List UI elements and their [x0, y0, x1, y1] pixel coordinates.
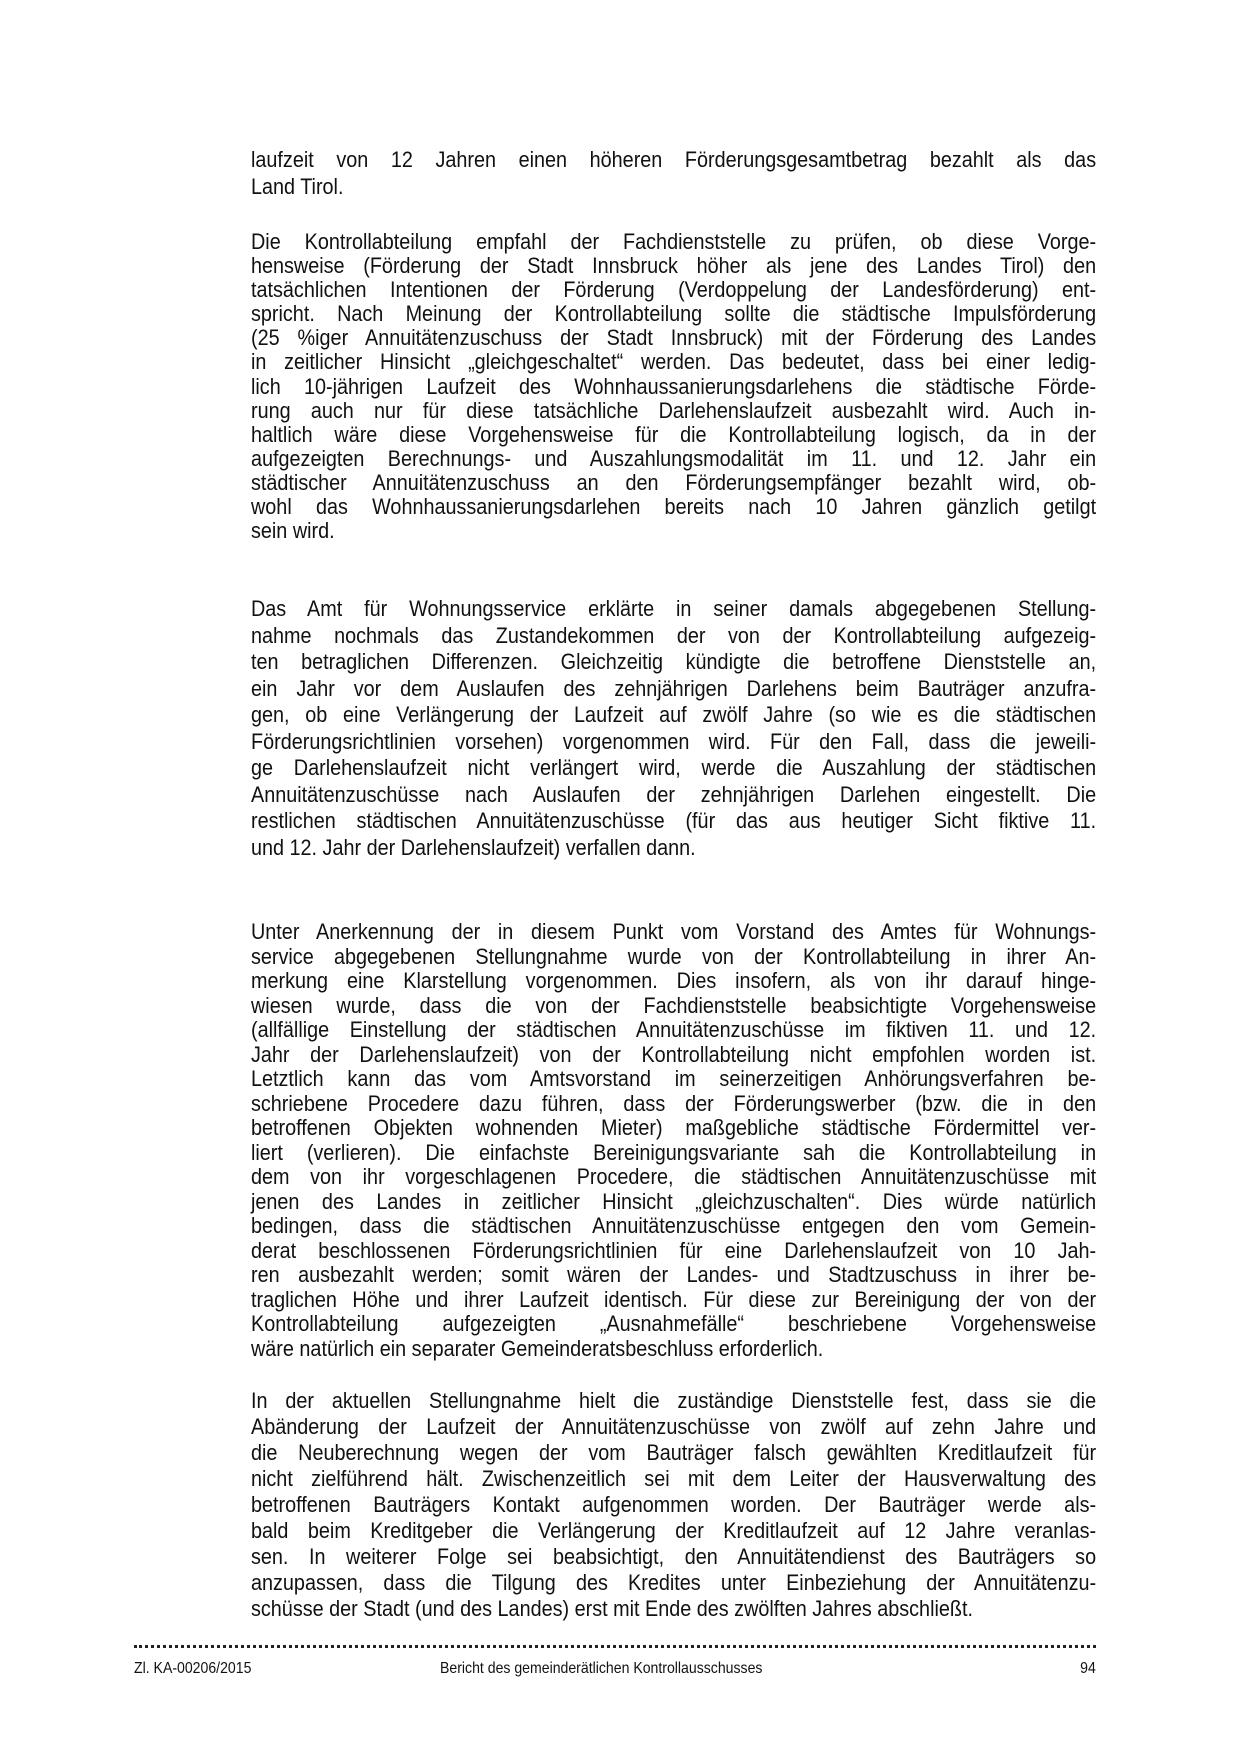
text-line: Die Kontrollabteilung empfahl der Fachdienststelle zu prüfen, ob diese Vorge- [251, 229, 1097, 254]
text-line: merkung eine Klarstellung vorgenommen. Dies insofern, als von ihr darauf hinge- [251, 968, 1097, 993]
text-line: Land Tirol. [251, 174, 344, 199]
text-line: Unter Anerkennung der in diesem Punkt vom Vorstand des Amtes für Wohnungs- [251, 919, 1097, 944]
paragraph-3 [251, 596, 1096, 861]
text-line: betroffenen Bauträgers Kontakt aufgenommen worden. Der Bauträger werde als- [251, 1492, 1097, 1517]
footer-title: Bericht des gemeinderätlichen Kontrollausschusses [440, 1660, 763, 1677]
text-line: schriebene Procedere dazu führen, dass der Förderungswerber (bzw. die in den [251, 1090, 1097, 1116]
text-line: jenen des Landes in zeitlicher Hinsicht „gleichzuschalten“. Dies würde natürlich [251, 1188, 1097, 1214]
text-line: wohl das Wohnhaussanierungsdarlehen bereits nach 10 Jahren gänzlich getilgt [251, 494, 1097, 520]
text-line: ten betraglichen Differenzen. Gleichzeitig kündigte die betroffene Dienststelle an, [251, 649, 1097, 674]
text-line: restlichen städtischen Annuitätenzuschüsse (für das aus heutiger Sicht fiktive 11. [251, 808, 1097, 833]
text-line: Förderungsrichtlinien vorsehen) vorgenommen wird. Für den Fall, dass die jeweili- [251, 728, 1097, 754]
text-line: wiesen wurde, dass die von der Fachdienststelle beabsichtigte Vorgehensweise [251, 992, 1097, 1018]
text-line: ein Jahr vor dem Auslaufen des zehnjährigen Darlehens beim Bauträger anzufra- [251, 675, 1097, 701]
text-line: spricht. Nach Meinung der Kontrollabteilung sollte die städtische Impulsförderung [251, 301, 1097, 327]
text-line: Letztlich kann das vom Amtsvorstand im seinerzeitigen Anhörungsverfahren be- [251, 1066, 1097, 1091]
text-line: lich 10-jährigen Laufzeit des Wohnhaussanierungsdarlehens die städtische Förde- [251, 373, 1097, 399]
text-line: gen, ob eine Verlängerung der Laufzeit auf zwölf Jahre (so wie es die städtischen [251, 702, 1097, 727]
text-line: in zeitlicher Hinsicht „gleichgeschaltet“ werden. Das bedeutet, dass bei einer ledig- [251, 349, 1097, 375]
text-line: derat beschlossenen Förderungsrichtlinien für eine Darlehenslaufzeit von 10 Jah- [251, 1237, 1097, 1263]
text-line: schüsse der Stadt (und des Landes) erst mit Ende des zwölften Jahres abschließt. [251, 1596, 973, 1621]
text-line: rung auch nur für diese tatsächliche Darlehenslaufzeit ausbezahlt wird. Auch in- [251, 397, 1097, 423]
text-line: traglichen Höhe und ihrer Laufzeit identisch. Für diese zur Bereinigung der von der [251, 1286, 1097, 1312]
text-line: laufzeit von 12 Jahren einen höheren Förderungsgesamtbetrag bezahlt als das [251, 147, 1097, 172]
footer-divider [134, 1645, 1096, 1648]
text-line: betroffenen Objekten wohnenden Mieter) maßgebliche städtische Fördermittel ver- [251, 1115, 1097, 1140]
text-line: Abänderung der Laufzeit der Annuitätenzuschüsse von zwölf auf zehn Jahre und [251, 1414, 1097, 1439]
paragraph-4 [251, 920, 1096, 1361]
text-line: wäre natürlich ein separater Gemeinderatsbeschluss erforderlich. [251, 1335, 824, 1361]
text-line: Das Amt für Wohnungsservice erklärte in seiner damals abgegebenen Stellung- [251, 596, 1097, 621]
text-line: bedingen, dass die städtischen Annuitätenzuschüsse entgegen den vom Gemein- [251, 1213, 1097, 1238]
text-line: und 12. Jahr der Darlehenslaufzeit) verfallen dann. [251, 834, 696, 860]
text-line: städtischer Annuitätenzuschuss an den Förderungsempfänger bezahlt wird, ob- [251, 469, 1097, 495]
text-line: ren ausbezahlt werden; somit wären der Landes- und Stadtzuschuss in ihrer be- [251, 1262, 1097, 1287]
text-line: Kontrollabteilung aufgezeigten „Ausnahmefälle“ beschriebene Vorgehensweise [251, 1311, 1097, 1336]
paragraph-1 [251, 146, 1096, 200]
paragraph-2 [251, 230, 1096, 543]
text-line: anzupassen, dass die Tilgung des Kredites unter Einbeziehung der Annuitätenzu- [251, 1570, 1097, 1595]
text-line: aufgezeigten Berechnungs- und Auszahlungsmodalität im 11. und 12. Jahr ein [251, 445, 1097, 471]
paragraph-5 [251, 1388, 1096, 1622]
text-line: nahme nochmals das Zustandekommen der von der Kontrollabteilung aufgezeig- [251, 622, 1097, 648]
text-line: In der aktuellen Stellungnahme hielt die zuständige Dienststelle fest, dass sie die [251, 1388, 1097, 1413]
text-line: dem von ihr vorgeschlagenen Procedere, die städtischen Annuitätenzuschüsse mit [251, 1164, 1097, 1189]
text-line: sein wird. [251, 518, 335, 544]
text-line: nicht zielführend hält. Zwischenzeitlich sei mit dem Leiter der Hausverwaltung des [251, 1466, 1097, 1491]
text-line: liert (verlieren). Die einfachste Bereinigungsvariante sah die Kontrollabteilung in [251, 1139, 1097, 1165]
text-line: ge Darlehenslaufzeit nicht verlängert wird, werde die Auszahlung der städtischen [251, 755, 1097, 780]
text-line: hensweise (Förderung der Stadt Innsbruck höher als jene des Landes Tirol) den [251, 253, 1097, 279]
text-line: (25 %iger Annuitätenzuschuss der Stadt Innsbruck) mit der Förderung des Landes [251, 325, 1097, 351]
text-line: service abgegebenen Stellungnahme wurde von der Kontrollabteilung in ihrer An- [251, 943, 1097, 969]
text-line: Annuitätenzuschüsse nach Auslaufen der zehnjährigen Darlehen eingestellt. Die [251, 781, 1097, 807]
page-number: 94 [1080, 1660, 1096, 1677]
text-line: die Neuberechnung wegen der vom Bauträger falsch gewählten Kreditlaufzeit für [251, 1440, 1097, 1465]
text-line: (allfällige Einstellung der städtischen Annuitätenzuschüsse im fiktiven 11. und 12. [251, 1017, 1097, 1042]
text-line: sen. In weiterer Folge sei beabsichtigt, den Annuitätendienst des Bauträgers so [251, 1544, 1097, 1569]
text-line: bald beim Kreditgeber die Verlängerung der Kreditlaufzeit auf 12 Jahre veranlas- [251, 1518, 1097, 1543]
footer-reference: Zl. KA-00206/2015 [134, 1660, 252, 1677]
text-line: Jahr der Darlehenslaufzeit) von der Kontrollabteilung nicht empfohlen worden ist. [251, 1041, 1097, 1067]
text-line: tatsächlichen Intentionen der Förderung (Verdoppelung der Landesförderung) ent- [251, 277, 1097, 303]
text-line: haltlich wäre diese Vorgehensweise für die Kontrollabteilung logisch, da in der [251, 421, 1097, 447]
